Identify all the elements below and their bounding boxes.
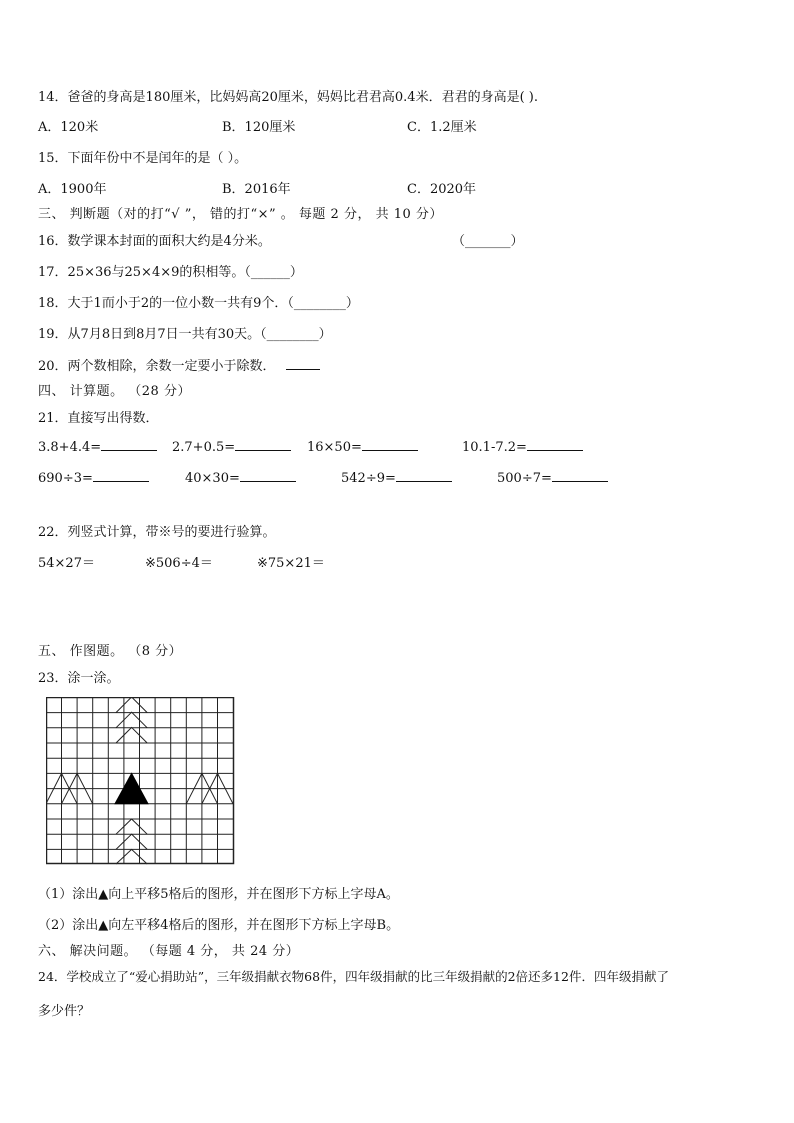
question-22: 22．列竖式计算，带※号的要进行验算。: [38, 525, 276, 540]
answer-blank[interactable]: [362, 438, 418, 451]
q14-option-b: B．120厘米: [222, 120, 296, 135]
calc-expression: 16×50=: [307, 440, 362, 455]
calc-item: [185, 469, 296, 486]
calc-item: [172, 438, 291, 455]
q14-option-c: C．1.2厘米: [407, 120, 477, 135]
q16-answer-blank[interactable]: （_______）: [452, 234, 524, 249]
question-15: 15．下面年份中不是闰年的是（ ）。: [38, 151, 248, 166]
q15-option-b: B．2016年: [222, 182, 291, 197]
section-3-heading: 三、 判断题（对的打“√ ”， 错的打“×” 。 每题 2 分， 共 10 分）: [38, 207, 443, 222]
vertical-calc-item: ※75×21＝: [257, 556, 325, 571]
question-16: 16．数学课本封面的面积大约是4分米。: [38, 234, 271, 249]
q15-option-c: C．2020年: [407, 182, 477, 197]
calc-expression: 542÷9=: [341, 471, 396, 486]
question-23-part-2: （2）涂出▲向左平移4格后的图形，并在图形下方标上字母B。: [38, 918, 400, 933]
answer-blank[interactable]: [240, 469, 296, 482]
calc-expression: 500÷7=: [497, 471, 552, 486]
answer-blank[interactable]: [101, 438, 157, 451]
question-23-part-1: （1）涂出▲向上平移5格后的图形，并在图形下方标上字母A。: [38, 887, 399, 902]
calc-item: [307, 438, 418, 455]
calc-expression: 40×30=: [185, 471, 240, 486]
answer-blank[interactable]: [396, 469, 452, 482]
calc-expression: 3.8+4.4=: [38, 440, 102, 455]
question-17: 17．25×36与25×4×9的积相等。（______）: [38, 265, 303, 280]
q14-option-a: A．120米: [38, 120, 99, 135]
vertical-calc-item: 54×27＝: [38, 556, 95, 571]
section-4-heading: 四、 计算题。 （28 分）: [38, 384, 191, 399]
calc-item: [497, 469, 608, 486]
calc-expression: 10.1-7.2=: [462, 440, 527, 455]
question-20: [38, 355, 320, 374]
question-19: 19．从7月8日到8月7日一共有30天。（________）: [38, 327, 332, 342]
answer-blank[interactable]: [235, 438, 291, 451]
section-5-heading: 五、 作图题。 （8 分）: [38, 644, 183, 659]
calc-item: [341, 469, 452, 486]
calc-expression: 2.7+0.5=: [172, 440, 236, 455]
question-18: 18．大于1而小于2的一位小数一共有9个．（________）: [38, 296, 359, 311]
translation-grid: [46, 697, 236, 865]
question-20-text: 20．两个数相除，余数一定要小于除数．: [38, 359, 276, 374]
calc-item: [462, 438, 583, 455]
answer-blank[interactable]: [527, 438, 583, 451]
question-21: 21．直接写出得数．: [38, 411, 159, 426]
question-23: 23．涂一涂。: [38, 671, 120, 686]
section-6-heading: 六、 解决问题。 （每题 4 分， 共 24 分）: [38, 944, 300, 959]
answer-blank[interactable]: [552, 469, 608, 482]
question-24-line-2: 多少件？: [38, 1004, 91, 1019]
answer-blank[interactable]: [93, 469, 149, 482]
q20-answer-blank[interactable]: [286, 357, 320, 370]
q15-option-a: A．1900年: [38, 182, 107, 197]
vertical-calc-item: ※506÷4＝: [145, 556, 213, 571]
question-14: 14．爸爸的身高是180厘米，比妈妈高20厘米，妈妈比君君高0.4米．君君的身高是( ).: [38, 90, 538, 105]
calc-expression: 690÷3=: [38, 471, 93, 486]
calc-item: [38, 469, 149, 486]
calc-item: [38, 438, 157, 455]
question-24-line-1: 24．学校成立了“爱心捐助站”，三年级捐献衣物68件，四年级捐献的比三年级捐献的2倍还多12件．四年级捐献了: [38, 969, 669, 984]
